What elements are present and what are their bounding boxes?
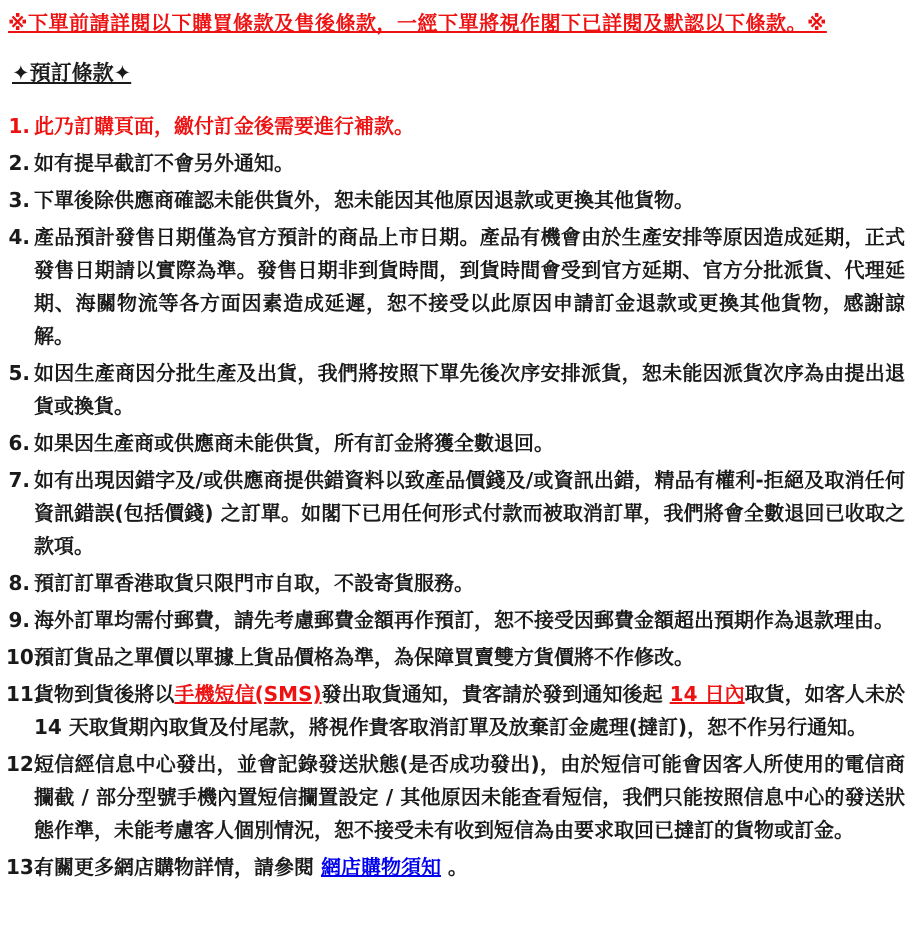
term-text [34,184,907,217]
term-text [34,641,907,674]
term-text [34,147,907,180]
term-segment: 如因生產商因分批生產及出貨，我們將按照下單先後次序安排派貨，恕未能因派貨次序為由提出退貨或換貨。 [34,361,905,418]
term-text [34,748,907,847]
preorder-terms-heading: ✦預訂條款✦ [12,61,132,85]
term-item [6,184,907,217]
term-segment: 如果因生產商或供應商未能供貨，所有訂金將獲全數退回。 [34,431,554,455]
term-text [34,604,907,637]
term-segment: 下單後除供應商確認未能供貨外，恕未能因其他原因退款或更換其他貨物。 [34,188,694,212]
term-segment: 貨物到貨後將以 [34,682,175,706]
term-segment: 此乃訂購頁面，繳付訂金後需要進行補款。 [34,114,414,138]
term-number: 5. [8,361,30,385]
term-number: 9. [8,608,30,632]
term-segment: 。 [440,855,468,879]
term-item [6,357,907,423]
term-number: 2. [8,151,30,175]
term-segment: 取貨，如客人未於 14 天取貨期內取貨及付尾款，將視作貴客取消訂單及放棄訂金處理(撻訂)，恕不作另行通知。 [34,682,906,739]
term-item [6,147,907,180]
term-item [6,427,907,460]
term-segment: 發出取貨通知，貴客請於發到通知後起 [321,682,670,706]
sms-highlight: 手機短信(SMS) [174,682,322,706]
term-item [6,464,907,563]
term-number: 12. [6,752,42,776]
term-text [34,110,907,143]
purchase-notice-title: ※下單前請詳閱以下購買條款及售後條款，一經下單將視作閣下已詳閱及默認以下條款。※ [8,11,827,35]
term-segment: 海外訂單均需付郵費，請先考慮郵費金額再作預訂，恕不接受因郵費金額超出預期作為退款理由。 [34,608,894,632]
pickup-deadline-highlight: 14 日內 [669,682,745,706]
term-text [34,464,907,563]
store-shopping-guide-link[interactable]: 網店購物須知 [320,855,441,879]
term-item [6,221,907,353]
term-item [6,110,907,143]
term-segment: 短信經信息中心發出，並會記錄發送狀態(是否成功發出)，由於短信可能會因客人所使用的電信商攔截 / 部分型號手機內置短信攔置設定 / 其他原因未能查看短信，我們只能按照信息中心的發送狀態作準，未能考慮客人個別情況，恕不接受未有收到短信為由要求取回已撻訂的貨物或訂金。 [34,752,905,842]
terms-list [6,110,907,884]
term-item [6,748,907,847]
term-number: 11. [6,682,42,706]
term-segment: 如有提早截訂不會另外通知。 [34,151,294,175]
term-text [34,427,907,460]
term-text [34,567,907,600]
term-item [6,567,907,600]
term-text [34,678,907,744]
term-number: 4. [8,225,30,249]
term-segment: 有關更多網店購物詳情，請參閱 [34,855,321,879]
term-text [34,851,907,884]
term-segment: 預訂訂單香港取貨只限門市自取，不設寄貨服務。 [34,571,474,595]
term-number: 7. [8,468,30,492]
term-number: 13. [6,855,42,879]
term-item [6,678,907,744]
term-item [6,851,907,884]
term-text [34,221,907,353]
term-number: 6. [8,431,30,455]
term-text [34,357,907,423]
term-number: 10. [6,645,42,669]
term-item [6,604,907,637]
term-number: 1. [8,114,30,138]
term-item [6,641,907,674]
term-number: 3. [8,188,30,212]
term-segment: 產品預計發售日期僅為官方預計的商品上市日期。產品有機會由於生產安排等原因造成延期，正式發售日期請以實際為準。發售日期非到貨時間，到貨時間會受到官方延期、官方分批派貨、代理延期、海關物流等各方面因素造成延遲，恕不接受以此原因申請訂金退款或更換其他貨物，感謝諒解。 [34,225,905,348]
term-number: 8. [8,571,30,595]
term-segment: 預訂貨品之單價以單據上貨品價格為準，為保障買賣雙方貨價將不作修改。 [34,645,694,669]
term-segment: 如有出現因錯字及/或供應商提供錯資料以致產品價錢及/或資訊出錯，精品有權利-拒絕及取消任何資訊錯誤(包括價錢) 之訂單。如閣下已用任何形式付款而被取消訂單，我們將會全數退回已收取之款項。 [34,468,905,558]
